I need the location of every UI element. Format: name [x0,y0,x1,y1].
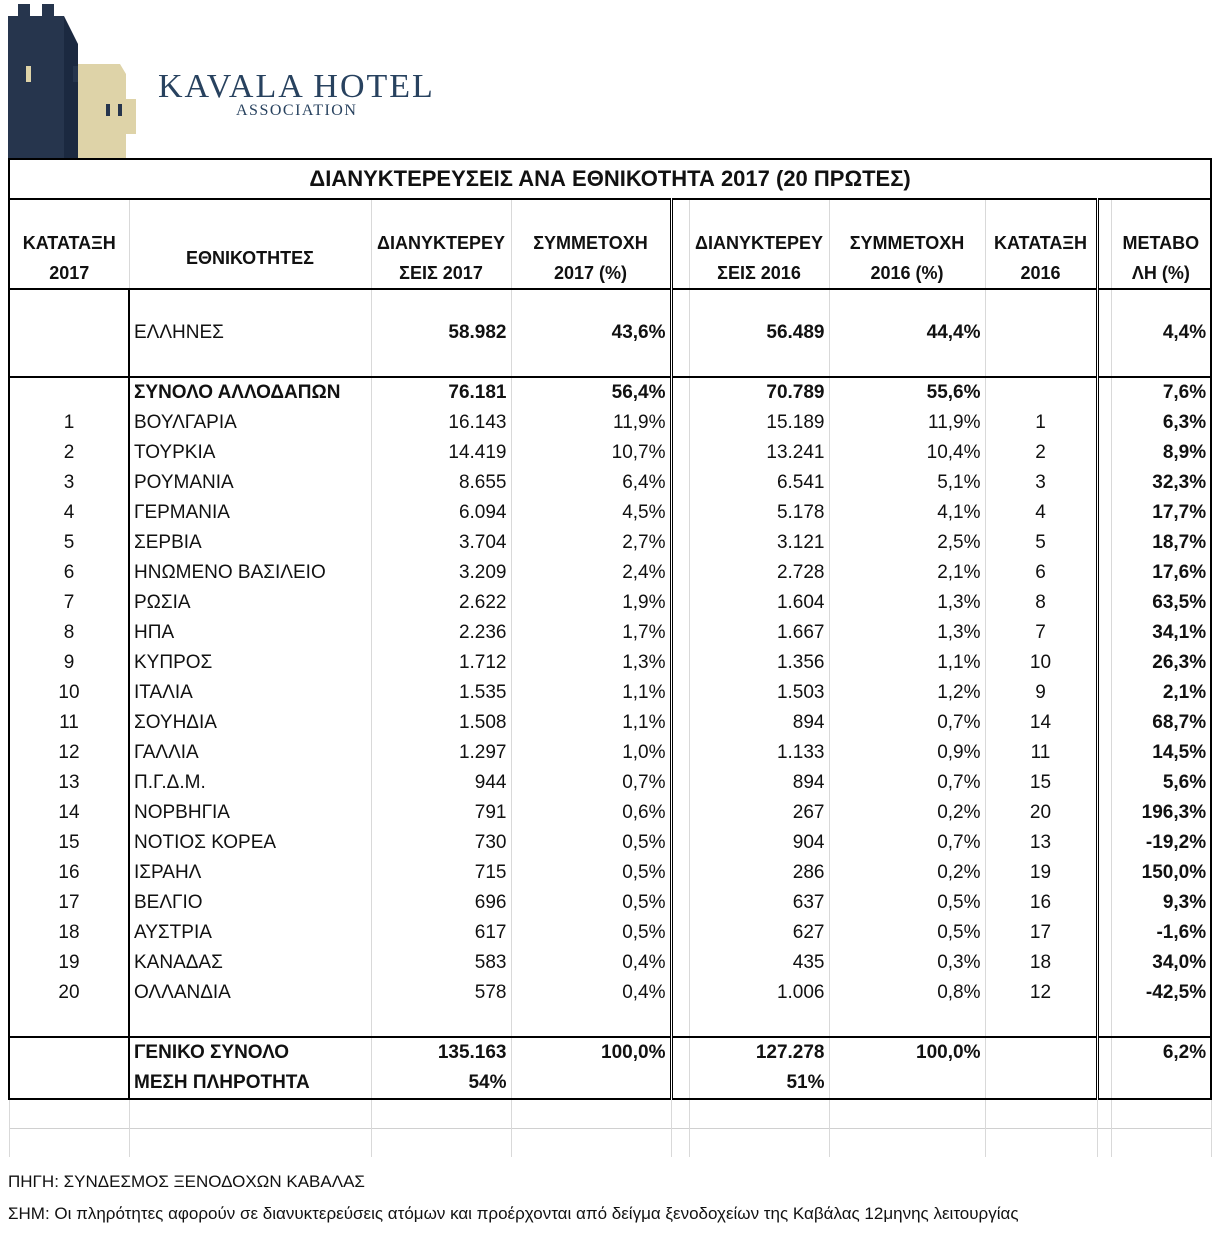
change-cell: 63,5% [1111,588,1211,618]
share-2016-cell: 1,3% [829,618,985,648]
rank-2016-cell: 16 [985,888,1097,918]
nights-2017-cell: 2.622 [371,588,511,618]
change-cell: 34,1% [1111,618,1211,648]
nights-2017-cell: 944 [371,768,511,798]
share-2016-cell: 1,3% [829,588,985,618]
footnote: ΣΗΜ: Οι πληρότητες αφορούν σε διανυκτερεύσεις ατόμων και προέρχονται από δείγμα ξενοδοχείων της Καβάλας 12μηνης λειτουργίας [8,1204,1019,1223]
rank-2017-cell: 19 [9,948,129,978]
logo-name: KAVALA HOTEL [158,68,435,105]
table-row [9,708,1211,738]
nights-2017-cell: 617 [371,918,511,948]
nights-2017-cell: 3.209 [371,558,511,588]
nights-2016-cell: 894 [689,768,829,798]
table-row [9,888,1211,918]
share-2016-cell: 0,9% [829,738,985,768]
nights-2017-cell: 1.297 [371,738,511,768]
share-2017-cell: 0,7% [511,768,671,798]
header-change: ΜΕΤΑΒΟ ΛΗ (%) [1111,228,1211,289]
share-2016-cell: 2,5% [829,528,985,558]
header-row [9,228,1211,289]
table-row [9,438,1211,468]
foreign-total-share-2017: 56,4% [511,377,671,408]
nights-2016-cell: 637 [689,888,829,918]
share-2017-cell: 1,0% [511,738,671,768]
nationality-cell: ΙΣΡΑΗΛ [129,858,371,888]
header-nights-2017: ΔΙΑΝΥΚΤΕΡΕΥ ΣΕΙΣ 2017 [371,228,511,289]
nationality-cell: ΗΝΩΜΕΝΟ ΒΑΣΙΛΕΙΟ [129,558,371,588]
grand-total-nights-2017: 135.163 [371,1037,511,1068]
share-2017-cell: 1,1% [511,678,671,708]
logo-subtitle: ASSOCIATION [236,102,358,119]
rank-2017-cell: 1 [9,408,129,438]
rank-2016-cell: 20 [985,798,1097,828]
occupancy-label: ΜΕΣΗ ΠΛΗΡΟΤΗΤΑ [129,1068,371,1099]
greeks-row [9,318,1211,348]
table-row [9,738,1211,768]
foreign-total-nights-2017: 76.181 [371,377,511,408]
nights-2016-cell: 1.604 [689,588,829,618]
rank-2016-cell: 2 [985,438,1097,468]
table-title-row [9,159,1211,199]
foreign-total-label: ΣΥΝΟΛΟ ΑΛΛΟΔΑΠΩΝ [129,377,371,408]
change-cell: 68,7% [1111,708,1211,738]
change-cell: 5,6% [1111,768,1211,798]
nights-2017-cell: 6.094 [371,498,511,528]
change-cell: -1,6% [1111,918,1211,948]
greeks-nights-2017: 58.982 [371,318,511,348]
rank-2016-cell: 8 [985,588,1097,618]
source-note: ΠΗΓΗ: ΣΥΝΔΕΣΜΟΣ ΞΕΝΟΔΟΧΩΝ ΚΑΒΑΛΑΣ [8,1172,365,1191]
rank-2017-cell: 13 [9,768,129,798]
rank-2017-cell: 15 [9,828,129,858]
table-row [9,408,1211,438]
rank-2017-cell: 6 [9,558,129,588]
rank-2017-cell: 9 [9,648,129,678]
rank-2017-cell: 20 [9,978,129,1008]
change-cell: 32,3% [1111,468,1211,498]
castle-tower-icon [8,4,148,160]
rank-2016-cell: 12 [985,978,1097,1008]
nights-2017-cell: 2.236 [371,618,511,648]
nationality-cell: ΝΟΡΒΗΓΙΑ [129,798,371,828]
change-cell: 26,3% [1111,648,1211,678]
share-2017-cell: 2,4% [511,558,671,588]
change-cell: 17,6% [1111,558,1211,588]
share-2016-cell: 1,1% [829,648,985,678]
rank-2016-cell: 4 [985,498,1097,528]
rank-2017-cell: 17 [9,888,129,918]
rank-2016-cell: 19 [985,858,1097,888]
rank-2016-cell: 1 [985,408,1097,438]
nationality-cell: ΒΟΥΛΓΑΡΙΑ [129,408,371,438]
nights-2016-cell: 894 [689,708,829,738]
share-2016-cell: 0,7% [829,828,985,858]
occupancy-row [9,1068,1211,1099]
nights-2016-cell: 15.189 [689,408,829,438]
nationality-cell: ΚΥΠΡΟΣ [129,648,371,678]
nights-2017-cell: 730 [371,828,511,858]
foreign-total-nights-2016: 70.789 [689,377,829,408]
nights-2016-cell: 904 [689,828,829,858]
share-2016-cell: 4,1% [829,498,985,528]
change-cell: -19,2% [1111,828,1211,858]
rank-2016-cell: 6 [985,558,1097,588]
nights-2016-cell: 286 [689,858,829,888]
rank-2017-cell: 4 [9,498,129,528]
nights-2017-cell: 1.712 [371,648,511,678]
nationality-cell: ΡΟΥΜΑΝΙΑ [129,468,371,498]
rank-2017-cell: 3 [9,468,129,498]
change-cell: 2,1% [1111,678,1211,708]
share-2017-cell: 0,5% [511,828,671,858]
foreign-total-row [9,377,1211,408]
rank-2016-cell: 11 [985,738,1097,768]
share-2017-cell: 0,4% [511,978,671,1008]
rank-2017-cell: 7 [9,588,129,618]
nationality-cell: ΚΑΝΑΔΑΣ [129,948,371,978]
table-title: ΔΙΑΝΥΚΤΕΡΕΥΣΕΙΣ ΑΝΑ ΕΘΝΙΚΟΤΗΤΑ 2017 (20 ΠΡΩΤΕΣ) [9,159,1211,199]
occupancy-2016: 51% [689,1068,829,1099]
share-2016-cell: 0,7% [829,768,985,798]
logo [8,4,448,160]
grand-total-share-2017: 100,0% [511,1037,671,1068]
nights-2016-cell: 1.006 [689,978,829,1008]
change-cell: 196,3% [1111,798,1211,828]
share-2017-cell: 4,5% [511,498,671,528]
nationality-cell: ΓΕΡΜΑΝΙΑ [129,498,371,528]
share-2016-cell: 2,1% [829,558,985,588]
share-2016-cell: 0,3% [829,948,985,978]
nights-2016-cell: 2.728 [689,558,829,588]
table-row [9,648,1211,678]
nights-2017-cell: 696 [371,888,511,918]
header-nights-2016: ΔΙΑΝΥΚΤΕΡΕΥ ΣΕΙΣ 2016 [689,228,829,289]
nights-2017-cell: 1.508 [371,708,511,738]
rank-2016-cell: 13 [985,828,1097,858]
share-2017-cell: 6,4% [511,468,671,498]
header-nationality: ΕΘΝΙΚΟΤΗΤΕΣ [129,228,371,289]
rank-2016-cell: 7 [985,618,1097,648]
share-2017-cell: 10,7% [511,438,671,468]
nationality-cell: ΤΟΥΡΚΙΑ [129,438,371,468]
nationality-cell: ΑΥΣΤΡΙΑ [129,918,371,948]
rank-2016-cell: 5 [985,528,1097,558]
change-cell: 9,3% [1111,888,1211,918]
nationality-cell: ΡΩΣΙΑ [129,588,371,618]
nationality-cell: ΓΑΛΛΙΑ [129,738,371,768]
nights-2017-cell: 578 [371,978,511,1008]
rank-2016-cell: 10 [985,648,1097,678]
greeks-label: ΕΛΛΗΝΕΣ [129,318,371,348]
rank-2017-cell: 11 [9,708,129,738]
share-2017-cell: 1,7% [511,618,671,648]
share-2017-cell: 2,7% [511,528,671,558]
change-cell: -42,5% [1111,978,1211,1008]
change-cell: 17,7% [1111,498,1211,528]
occupancy-2017: 54% [371,1068,511,1099]
nights-2017-cell: 16.143 [371,408,511,438]
rank-2017-cell: 14 [9,798,129,828]
header-rank-2016: ΚΑΤΑΤΑΞΗ 2016 [985,228,1097,289]
share-2016-cell: 1,2% [829,678,985,708]
share-2017-cell: 0,5% [511,858,671,888]
spreadsheet [8,158,1210,1157]
grand-total-share-2016: 100,0% [829,1037,985,1068]
header-share-2017: ΣΥΜΜΕΤΟΧΗ 2017 (%) [511,228,671,289]
rank-2016-cell: 14 [985,708,1097,738]
nights-2016-cell: 1.133 [689,738,829,768]
share-2016-cell: 0,2% [829,798,985,828]
grand-total-label: ΓΕΝΙΚΟ ΣΥΝΟΛΟ [129,1037,371,1068]
nationality-cell: ΣΕΡΒΙΑ [129,528,371,558]
rank-2016-cell: 15 [985,768,1097,798]
nights-2016-cell: 1.503 [689,678,829,708]
table-row [9,948,1211,978]
nights-2016-cell: 5.178 [689,498,829,528]
nights-2017-cell: 14.419 [371,438,511,468]
nights-2017-cell: 791 [371,798,511,828]
table-row [9,828,1211,858]
nights-2017-cell: 8.655 [371,468,511,498]
nights-2016-cell: 13.241 [689,438,829,468]
nights-2017-cell: 583 [371,948,511,978]
table-row [9,798,1211,828]
header-rank-2017: ΚΑΤΑΤΑΞΗ 2017 [9,228,129,289]
share-2016-cell: 0,8% [829,978,985,1008]
nationality-cell: ΣΟΥΗΔΙΑ [129,708,371,738]
nights-2016-cell: 3.121 [689,528,829,558]
greeks-nights-2016: 56.489 [689,318,829,348]
change-cell: 34,0% [1111,948,1211,978]
nights-2016-cell: 1.667 [689,618,829,648]
rank-2017-cell: 10 [9,678,129,708]
nationality-cell: ΒΕΛΓΙΟ [129,888,371,918]
table-row [9,468,1211,498]
share-2016-cell: 0,7% [829,708,985,738]
rank-2017-cell: 12 [9,738,129,768]
rank-2017-cell: 5 [9,528,129,558]
rank-2017-cell: 16 [9,858,129,888]
change-cell: 18,7% [1111,528,1211,558]
nights-2017-cell: 1.535 [371,678,511,708]
change-cell: 8,9% [1111,438,1211,468]
rank-2017-cell: 8 [9,618,129,648]
greeks-share-2016: 44,4% [829,318,985,348]
share-2017-cell: 11,9% [511,408,671,438]
share-2017-cell: 0,5% [511,888,671,918]
share-2016-cell: 11,9% [829,408,985,438]
rank-2016-cell: 3 [985,468,1097,498]
rank-2017-cell: 18 [9,918,129,948]
grand-total-nights-2016: 127.278 [689,1037,829,1068]
greeks-change: 4,4% [1111,318,1211,348]
table-row [9,768,1211,798]
share-2017-cell: 0,6% [511,798,671,828]
nationality-cell: ΝΟΤΙΟΣ ΚΟΡΕΑ [129,828,371,858]
grand-total-row [9,1037,1211,1068]
nationality-cell: ΟΛΛΑΝΔΙΑ [129,978,371,1008]
rank-2016-cell: 9 [985,678,1097,708]
share-2016-cell: 5,1% [829,468,985,498]
share-2017-cell: 0,4% [511,948,671,978]
nights-2017-cell: 715 [371,858,511,888]
nights-2016-cell: 1.356 [689,648,829,678]
foreign-total-share-2016: 55,6% [829,377,985,408]
share-2016-cell: 0,5% [829,918,985,948]
nights-2016-cell: 6.541 [689,468,829,498]
table-row [9,618,1211,648]
nationality-table [8,158,1212,1157]
share-2016-cell: 0,5% [829,888,985,918]
share-2016-cell: 10,4% [829,438,985,468]
rank-2016-cell: 17 [985,918,1097,948]
share-2017-cell: 0,5% [511,918,671,948]
nationality-cell: Π.Γ.Δ.Μ. [129,768,371,798]
table-row [9,678,1211,708]
table-row [9,588,1211,618]
change-cell: 150,0% [1111,858,1211,888]
table-row [9,528,1211,558]
change-cell: 6,3% [1111,408,1211,438]
share-2016-cell: 0,2% [829,858,985,888]
rank-2016-cell: 18 [985,948,1097,978]
table-row [9,558,1211,588]
foreign-total-change: 7,6% [1111,377,1211,408]
share-2017-cell: 1,3% [511,648,671,678]
table-row [9,978,1211,1008]
nights-2016-cell: 435 [689,948,829,978]
nationality-cell: ΗΠΑ [129,618,371,648]
greeks-share-2017: 43,6% [511,318,671,348]
table-row [9,858,1211,888]
table-row [9,918,1211,948]
header-share-2016: ΣΥΜΜΕΤΟΧΗ 2016 (%) [829,228,985,289]
change-cell: 14,5% [1111,738,1211,768]
table-row [9,498,1211,528]
nationality-cell: ΙΤΑΛΙΑ [129,678,371,708]
grand-total-change: 6,2% [1111,1037,1211,1068]
nights-2016-cell: 627 [689,918,829,948]
share-2017-cell: 1,1% [511,708,671,738]
share-2017-cell: 1,9% [511,588,671,618]
nights-2017-cell: 3.704 [371,528,511,558]
rank-2017-cell: 2 [9,438,129,468]
nights-2016-cell: 267 [689,798,829,828]
